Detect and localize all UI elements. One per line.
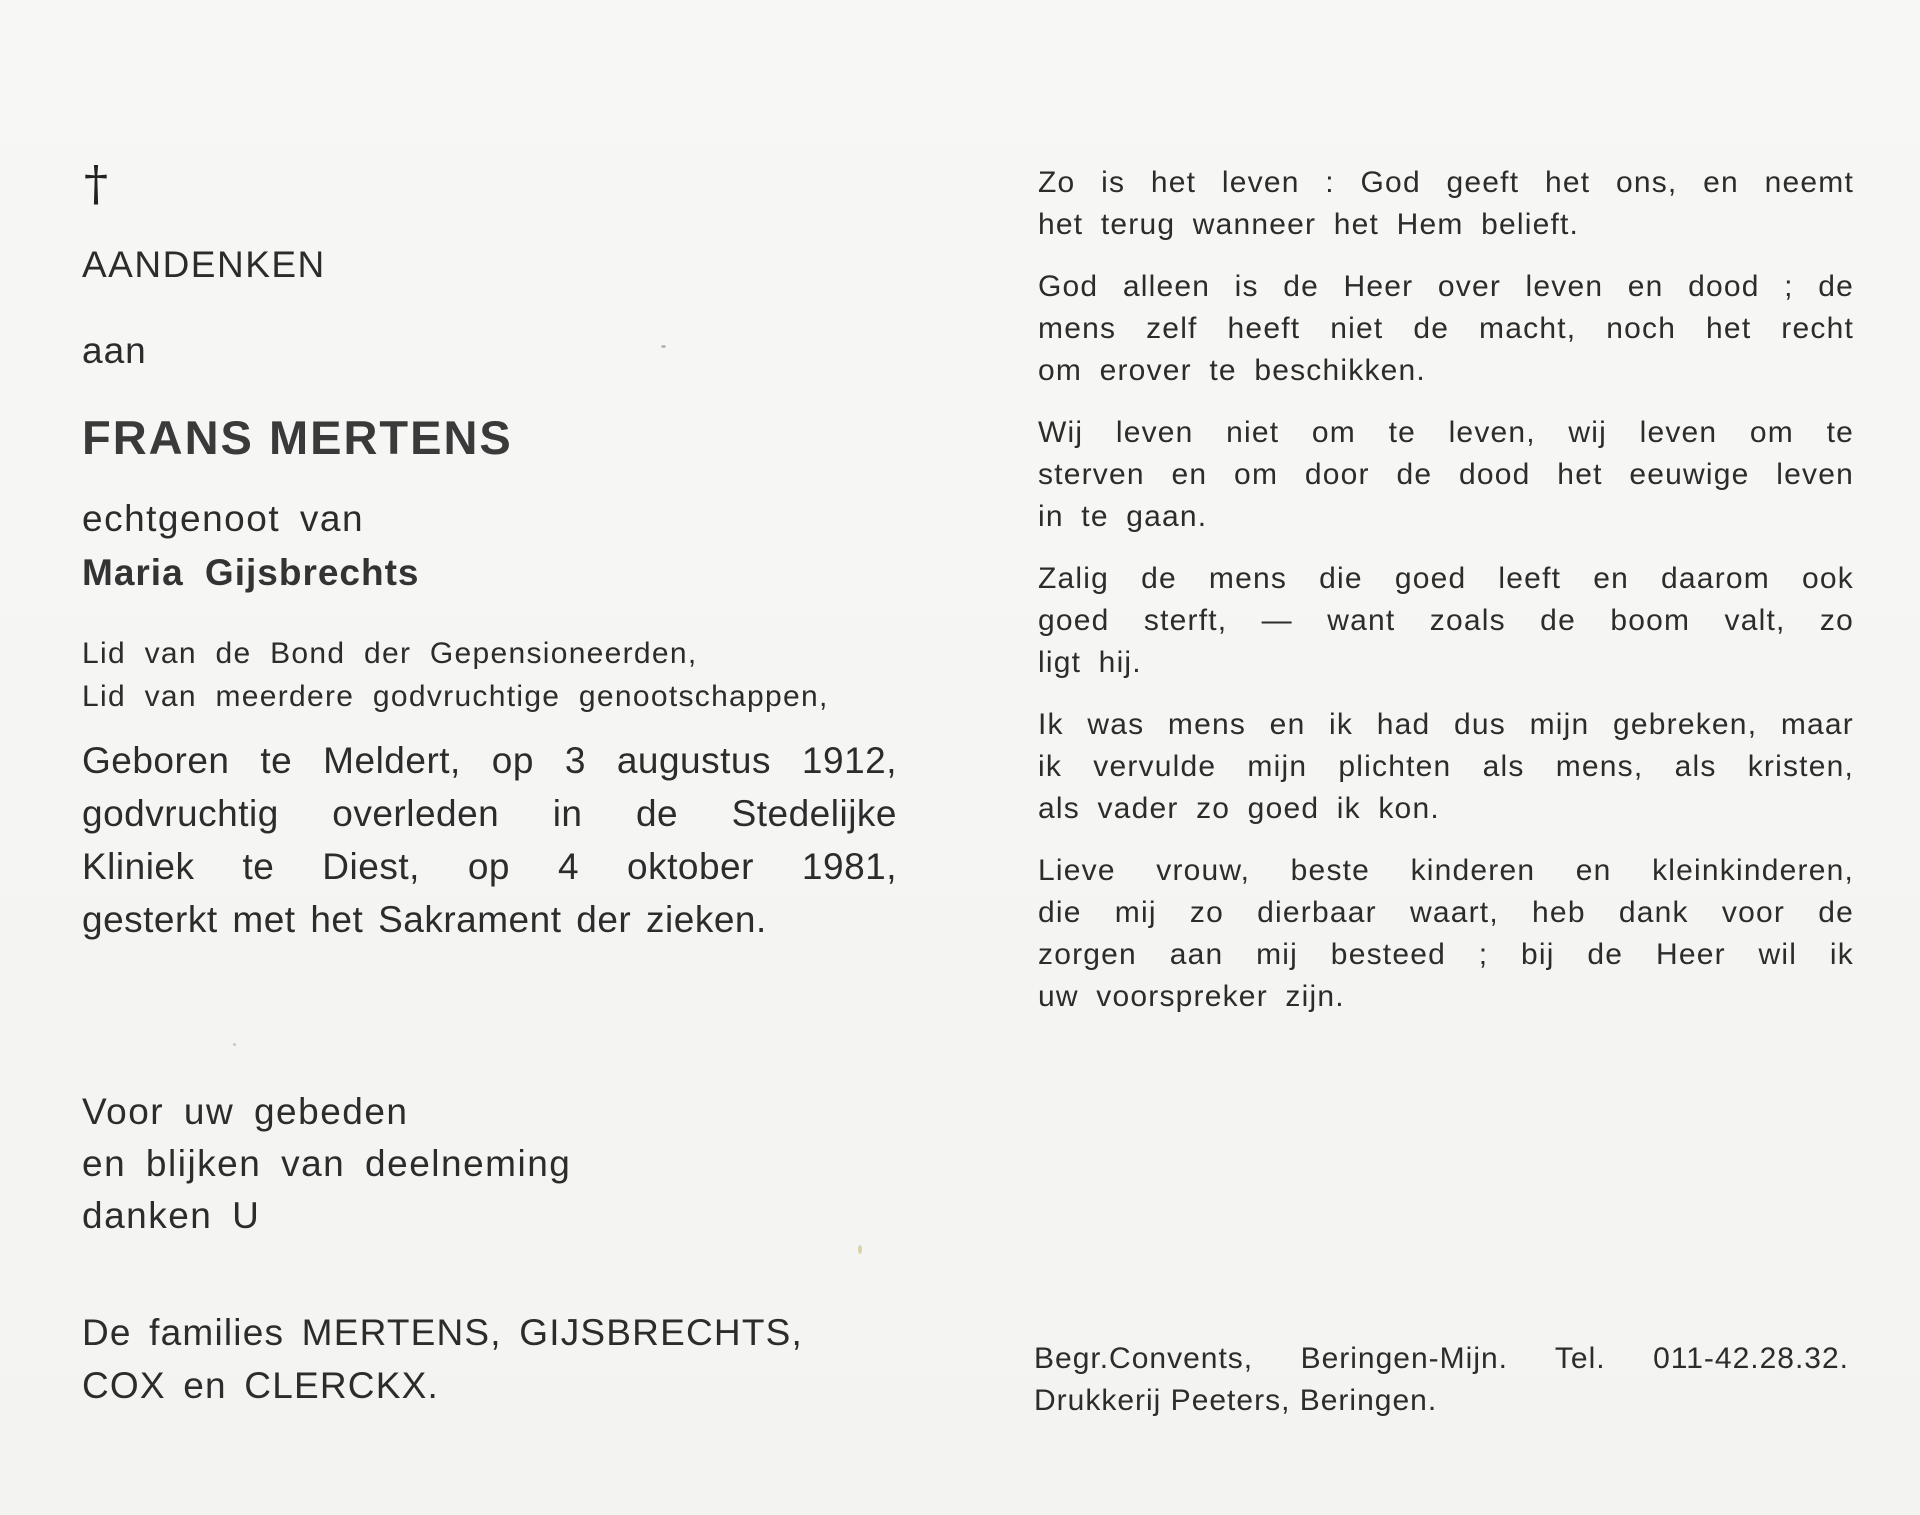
membership-list: [82, 632, 829, 718]
verse-line: Zalig de mens die goed leeft en daarom ook: [1038, 562, 1854, 595]
verse-paragraph: [1038, 850, 1854, 1018]
paper-speck: [858, 1245, 862, 1254]
deceased-name: FRANS MERTENS: [82, 411, 513, 464]
spouse-relation: echtgenoot van: [82, 498, 365, 539]
families-text: [82, 1306, 803, 1412]
printer-line: Drukkerij Peeters, Beringen.: [1034, 1384, 1438, 1417]
bio-line: godvruchtig overleden in de Stedelijke: [82, 793, 897, 834]
thanks-line: en blijken van deelneming: [82, 1143, 572, 1184]
cross-icon: †: [84, 156, 108, 212]
verse-line: zorgen aan mij besteed ; bij de Heer wil ik: [1038, 938, 1854, 971]
verse-paragraph: [1038, 266, 1854, 392]
printer-credits: [1034, 1338, 1849, 1422]
verse-line: goed sterft, — want zoals de boom valt, zo: [1038, 604, 1854, 637]
verse-line: om erover te beschikken.: [1038, 354, 1426, 387]
membership-line: Lid van de Bond der Gepensioneerden,: [82, 637, 698, 670]
verse-line: Ik was mens en ik had dus mijn gebreken, maar: [1038, 708, 1854, 741]
bio-line: Geboren te Meldert, op 3 augustus 1912,: [82, 740, 897, 781]
verse-line: uw voorspreker zijn.: [1038, 980, 1345, 1013]
paper-speck: [233, 1043, 236, 1046]
membership-line: Lid van meerdere godvruchtige genootschappen,: [82, 680, 829, 713]
verse-paragraph: [1038, 412, 1854, 538]
verse-line: het terug wanneer het Hem belieft.: [1038, 208, 1580, 241]
verse-line: ik vervulde mijn plichten als mens, als kristen,: [1038, 750, 1854, 783]
bio-line: Kliniek te Diest, op 4 oktober 1981,: [82, 846, 897, 887]
left-column: [82, 156, 922, 1406]
verse-line: God alleen is de Heer over leven en dood ; de: [1038, 270, 1854, 303]
verse-line: als vader zo goed ik kon.: [1038, 792, 1440, 825]
families-line: De families MERTENS, GIJSBRECHTS,: [82, 1312, 803, 1353]
biography: [82, 734, 897, 946]
printer-line: Begr.Convents, Beringen-Mijn. Tel. 011-42.28.32.: [1034, 1342, 1849, 1375]
bio-line: gesterkt met het Sakrament der zieken.: [82, 899, 767, 940]
heading-aandenken: AANDENKEN: [82, 244, 326, 285]
thanks-text: [82, 1086, 571, 1242]
heading-aan: aan: [82, 330, 147, 371]
verse-line: mens zelf heeft niet de macht, noch het recht: [1038, 312, 1854, 345]
paper-speck: [661, 345, 666, 348]
verse-line: ligt hij.: [1038, 646, 1142, 679]
verse-paragraph: [1038, 162, 1854, 246]
right-column: [1038, 162, 1854, 1038]
thanks-line: danken U: [82, 1195, 261, 1236]
verse-paragraph: [1038, 558, 1854, 684]
verse-line: sterven en om door de dood het eeuwige leven: [1038, 458, 1854, 491]
verse-line: in te gaan.: [1038, 500, 1208, 533]
verse-line: Zo is het leven : God geeft het ons, en neemt: [1038, 166, 1854, 199]
families-line: COX en CLERCKX.: [82, 1365, 439, 1406]
verse-paragraph: [1038, 704, 1854, 830]
verse-line: Wij leven niet om te leven, wij leven om te: [1038, 416, 1854, 449]
verse-line: Lieve vrouw, beste kinderen en kleinkinderen,: [1038, 854, 1854, 887]
verse-line: die mij zo dierbaar waart, heb dank voor de: [1038, 896, 1854, 929]
thanks-line: Voor uw gebeden: [82, 1091, 409, 1132]
spouse-name: Maria Gijsbrechts: [82, 552, 420, 593]
